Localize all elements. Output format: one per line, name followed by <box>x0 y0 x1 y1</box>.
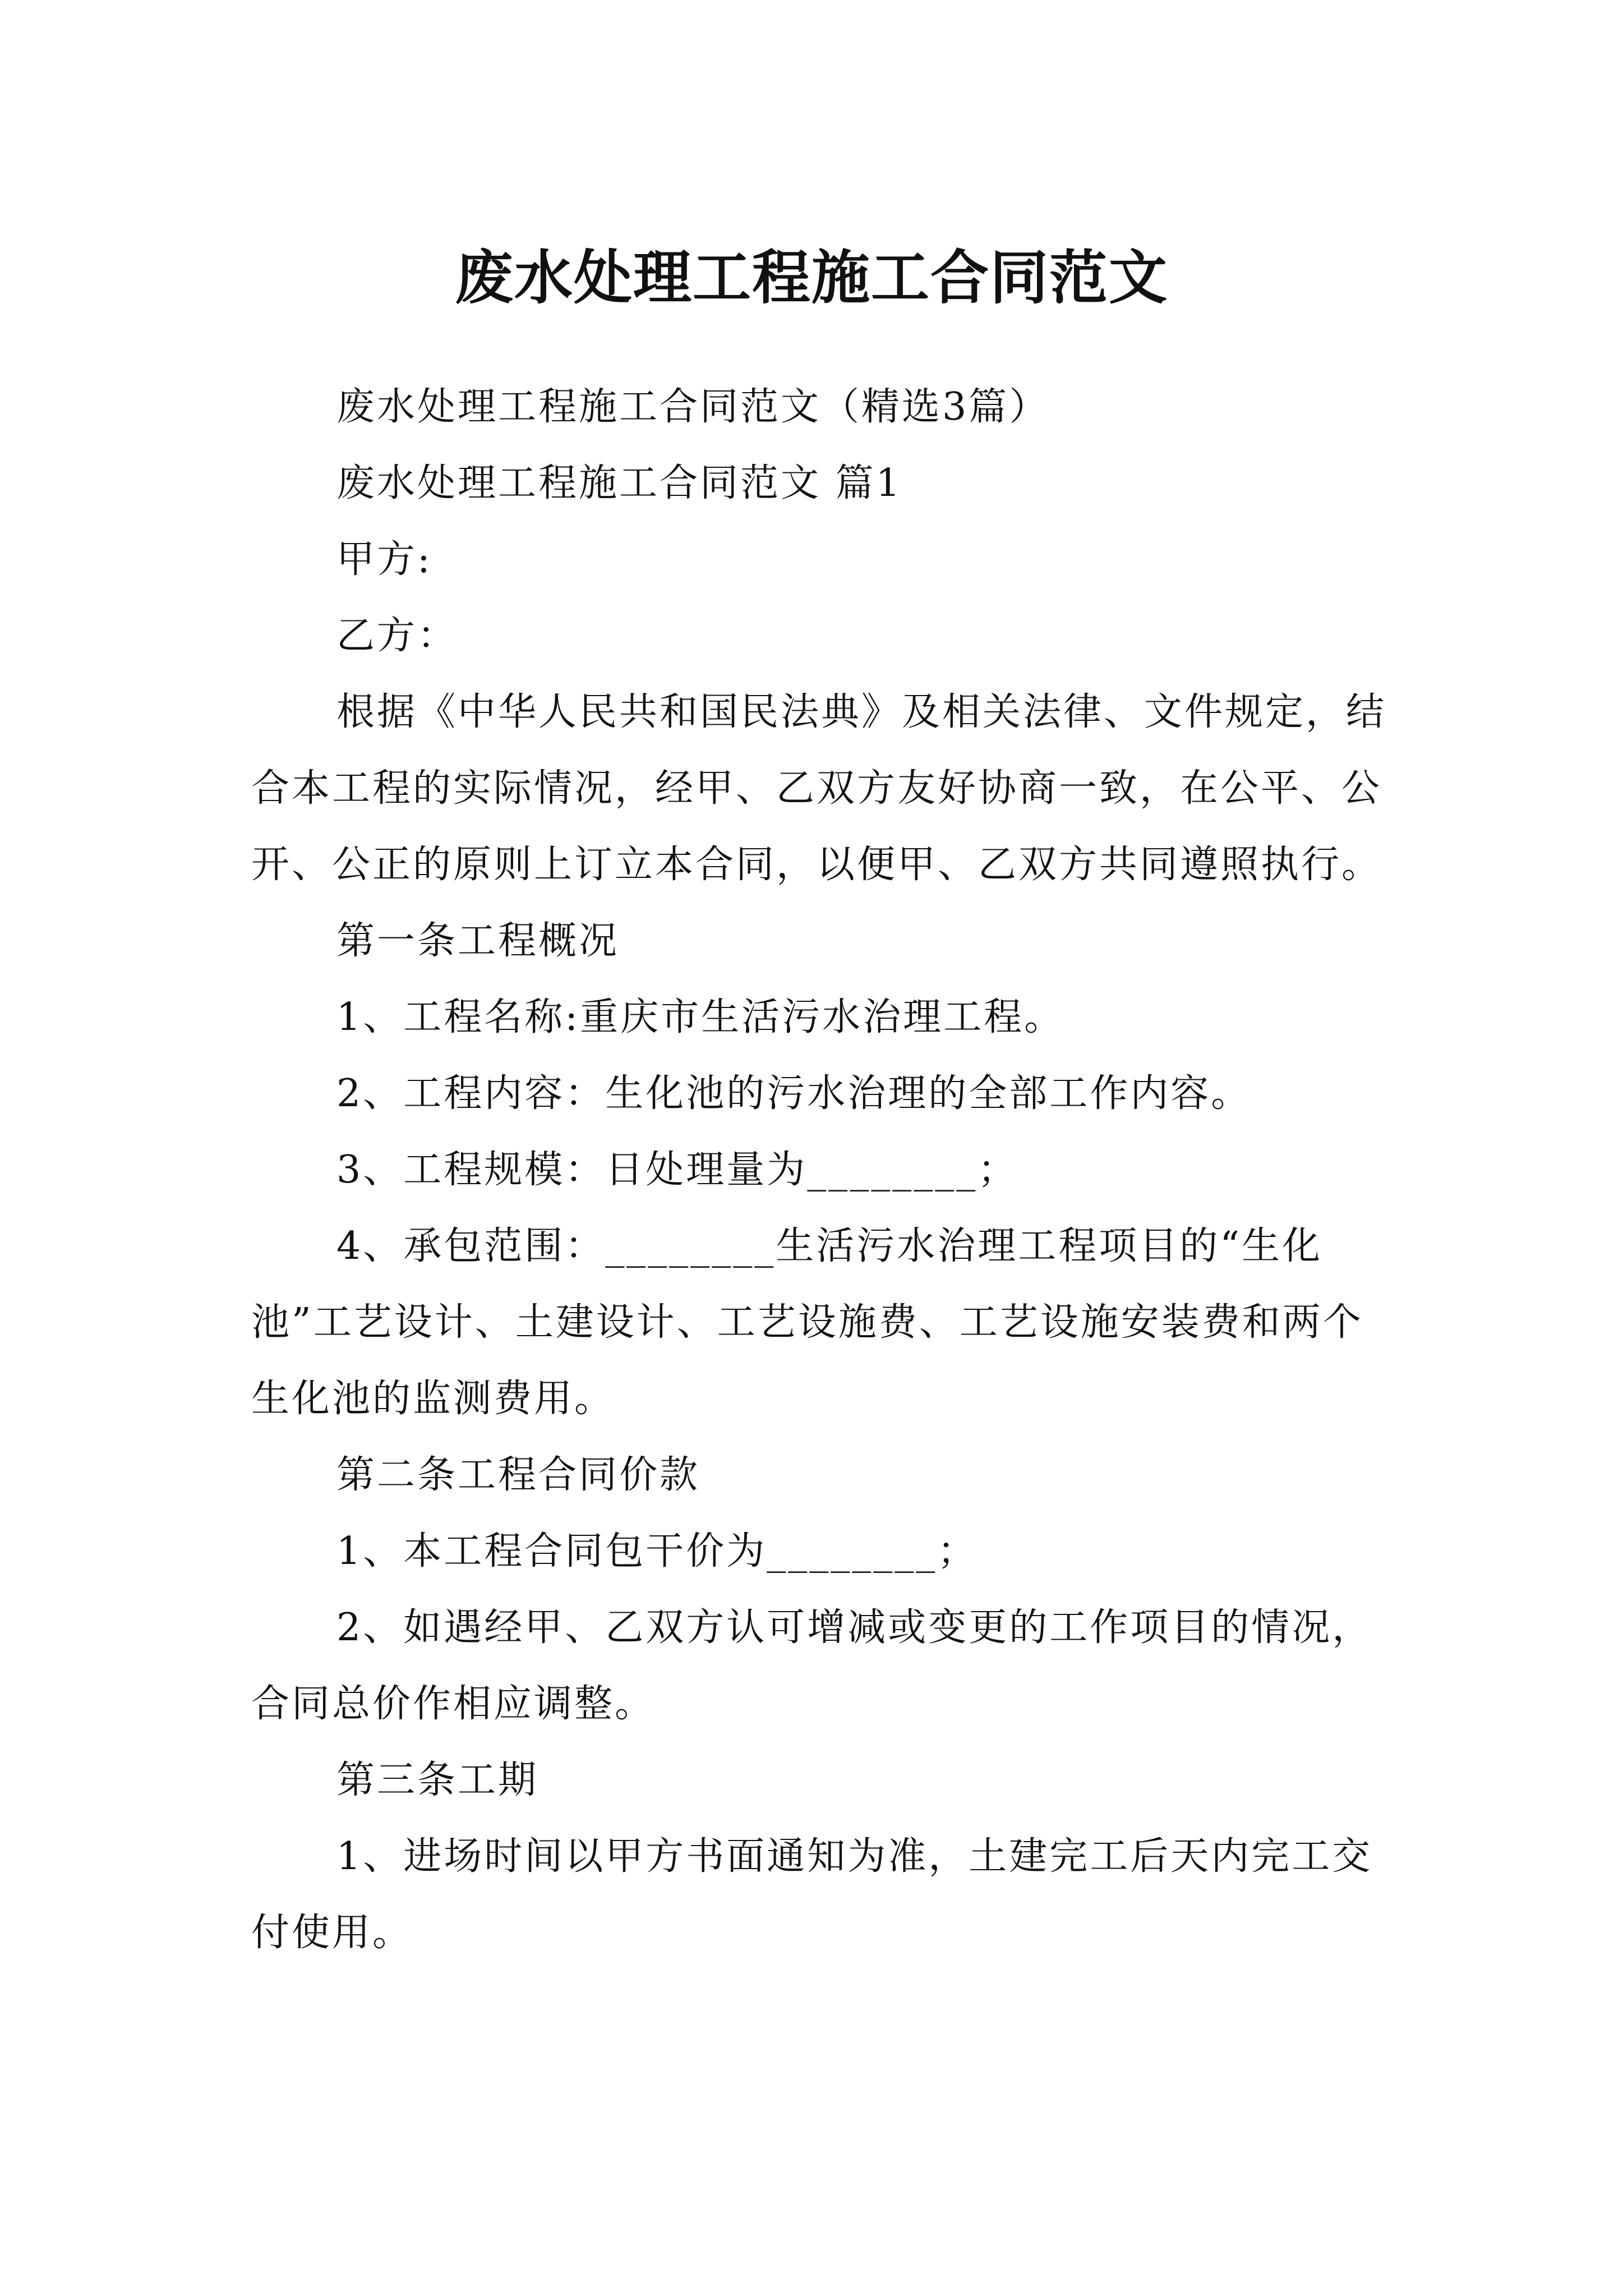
document-title: 废水处理工程施工合同范文 <box>454 243 1168 312</box>
article-heading: 第一条工程概况 <box>336 919 620 963</box>
preamble-paragraph: 根据《中华人民共和国民法典》及相关法律、文件规定，结合本工程的实际情况，经甲、乙双方友好协商一致，在公平、公开、公正的原则上订立本合同，以便甲、乙双方共同遵照执行。 <box>251 690 1387 887</box>
party-b-label: 乙方： <box>336 614 458 658</box>
party-a-label: 甲方: <box>336 537 432 582</box>
section-heading: 废水处理工程施工合同范文 篇1 <box>336 461 902 505</box>
clause-paragraph: 3、工程规模：日处理量为________； <box>336 1148 1018 1192</box>
article-heading: 第三条工期 <box>336 1758 539 1802</box>
clause-paragraph: 4、承包范围：________生活污水治理工程项目的“生化池”工艺设计、土建设计、工艺设施费、工艺设施安装费和两个生化池的监测费用。 <box>251 1224 1363 1421</box>
document-body <box>251 369 1395 1971</box>
doc-subtitle: 废水处理工程施工合同范文（精选3篇） <box>336 385 1050 429</box>
clause-paragraph: 1、工程名称:重庆市生活污水治理工程。 <box>336 995 1065 1039</box>
clause-paragraph: 2、工程内容：生化池的污水治理的全部工作内容。 <box>336 1071 1252 1116</box>
article-heading: 第二条工程合同价款 <box>336 1453 700 1497</box>
clause-paragraph: 1、进场时间以甲方书面通知为准，土建完工后天内完工交付使用。 <box>251 1834 1373 1955</box>
clause-paragraph: 2、如遇经甲、乙双方认可增减或变更的工作项目的情况，合同总价作相应调整。 <box>251 1605 1373 1726</box>
clause-paragraph: 1、本工程合同包干价为________； <box>336 1529 978 1573</box>
